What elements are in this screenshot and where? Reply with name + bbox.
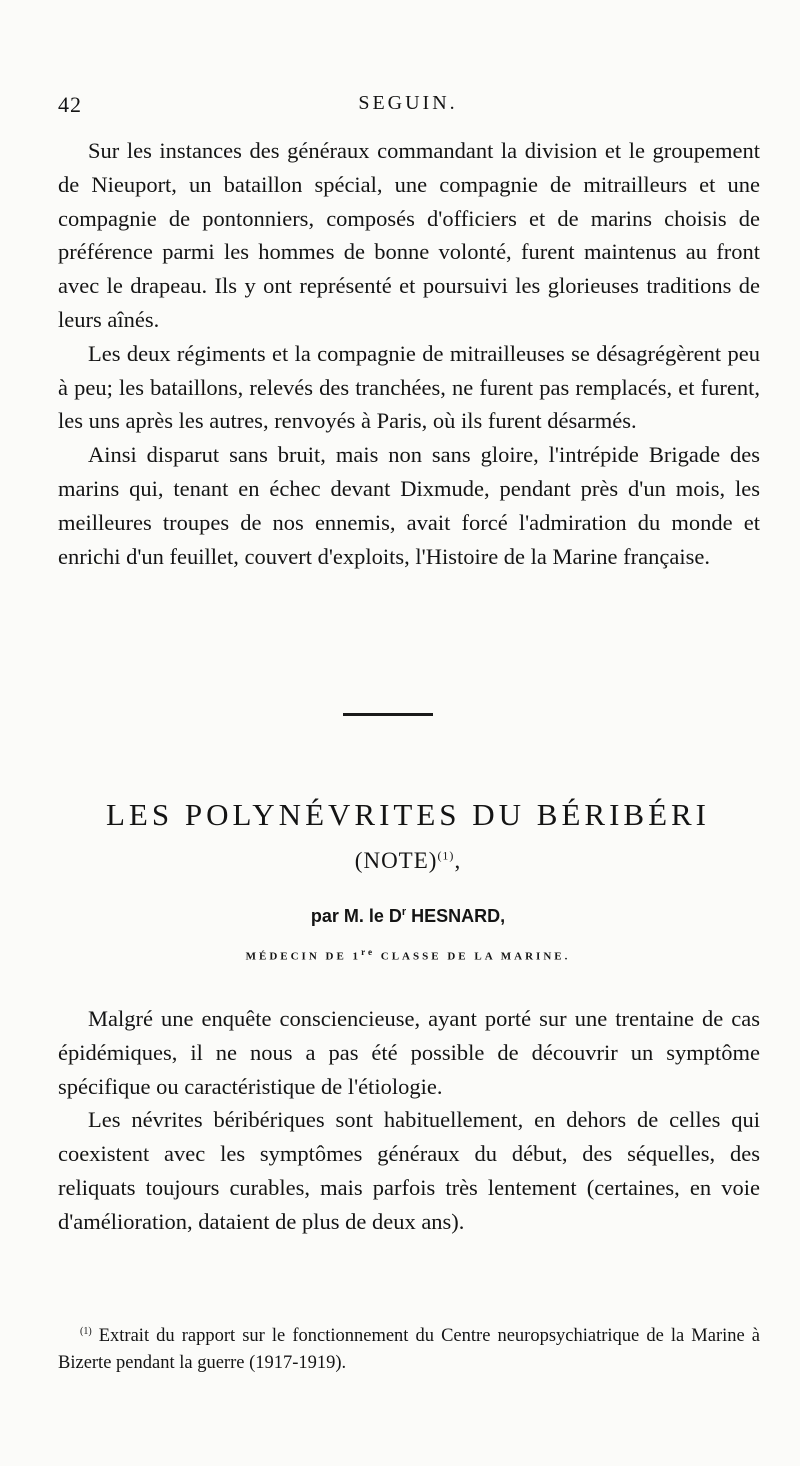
author-affiliation: [58, 947, 758, 963]
running-head: SEGUIN.: [358, 92, 458, 114]
affiliation-sup: re: [361, 947, 376, 957]
subtitle-text: (NOTE): [354, 848, 438, 873]
section-divider: [343, 713, 433, 716]
article-title: LES POLYNÉVRITES DU BÉRIBÉRI: [105, 797, 711, 832]
section-1-body: [58, 134, 760, 573]
byline-prefix: par M. le D: [310, 906, 402, 926]
paragraph: Ainsi disparut sans bruit, mais non sans gloire, l'intrépide Brigade des marins qui, tenant en échec devant Dixmude, pendant près d'un mois, les meilleures troupes de nos ennemis, avait forcé l'admiration du monde et enrichi d'un feuillet, couvert d'exploits, l'Histoire de la Marine française.: [58, 442, 760, 569]
subtitle-punctuation: ,: [454, 848, 462, 873]
footnote-marker: (1): [437, 848, 455, 863]
affiliation-prefix: MÉDECIN DE 1: [245, 950, 362, 963]
byline: [58, 906, 758, 927]
article-body: [58, 1002, 760, 1239]
author-name: HESNARD,: [406, 906, 506, 926]
paragraph: Les deux régiments et la compagnie de mitrailleuses se désagrégèrent peu à peu; les bataillons, relevés des tranchées, ne furent pas remplacés, et furent, les uns après les autres, renvoyés à Paris, où ils furent désarmés.: [58, 340, 760, 434]
footnote-marker: (1): [80, 1326, 92, 1337]
affiliation-suffix: CLASSE DE LA MARINE.: [375, 950, 571, 963]
paragraph: Sur les instances des généraux commandant la division et le groupement de Nieuport, un bataillon spécial, une compagnie de mitrailleurs et une compagnie de pontonniers, composés d'officiers et de marins choisis de préférence parmi les hommes de bonne volonté, furent maintenus au front avec le drapeau. Ils y ont représenté et poursuivi les glorieuses traditions de leurs aînés.: [58, 138, 760, 332]
article-subtitle: [58, 848, 758, 874]
page-header: [58, 92, 758, 122]
footnote-paragraph: [58, 1318, 760, 1377]
footnote-text: Extrait du rapport sur le fonctionnement du Centre neuropsychiatrique de la Marine à Bizerte pendant la guerre (1917-1919).: [58, 1326, 760, 1374]
paragraph: Les névrites béribériques sont habituellement, en dehors de celles qui coexistent avec les symptômes généraux du début, des séquelles, des reliquats toujours curables, mais parfois très lentement (certaines, en voie d'amélioration, dataient de plus de deux ans).: [58, 1107, 760, 1234]
footnote: [58, 1318, 760, 1377]
paragraph: Malgré une enquête consciencieuse, ayant porté sur une trentaine de cas épidémiques, il ne nous a pas été possible de découvrir un symptôme spécifique ou caractéristique de l'étiologie.: [58, 1006, 760, 1099]
byline-title-sup: r: [401, 906, 407, 918]
page-number: 42: [58, 92, 82, 117]
